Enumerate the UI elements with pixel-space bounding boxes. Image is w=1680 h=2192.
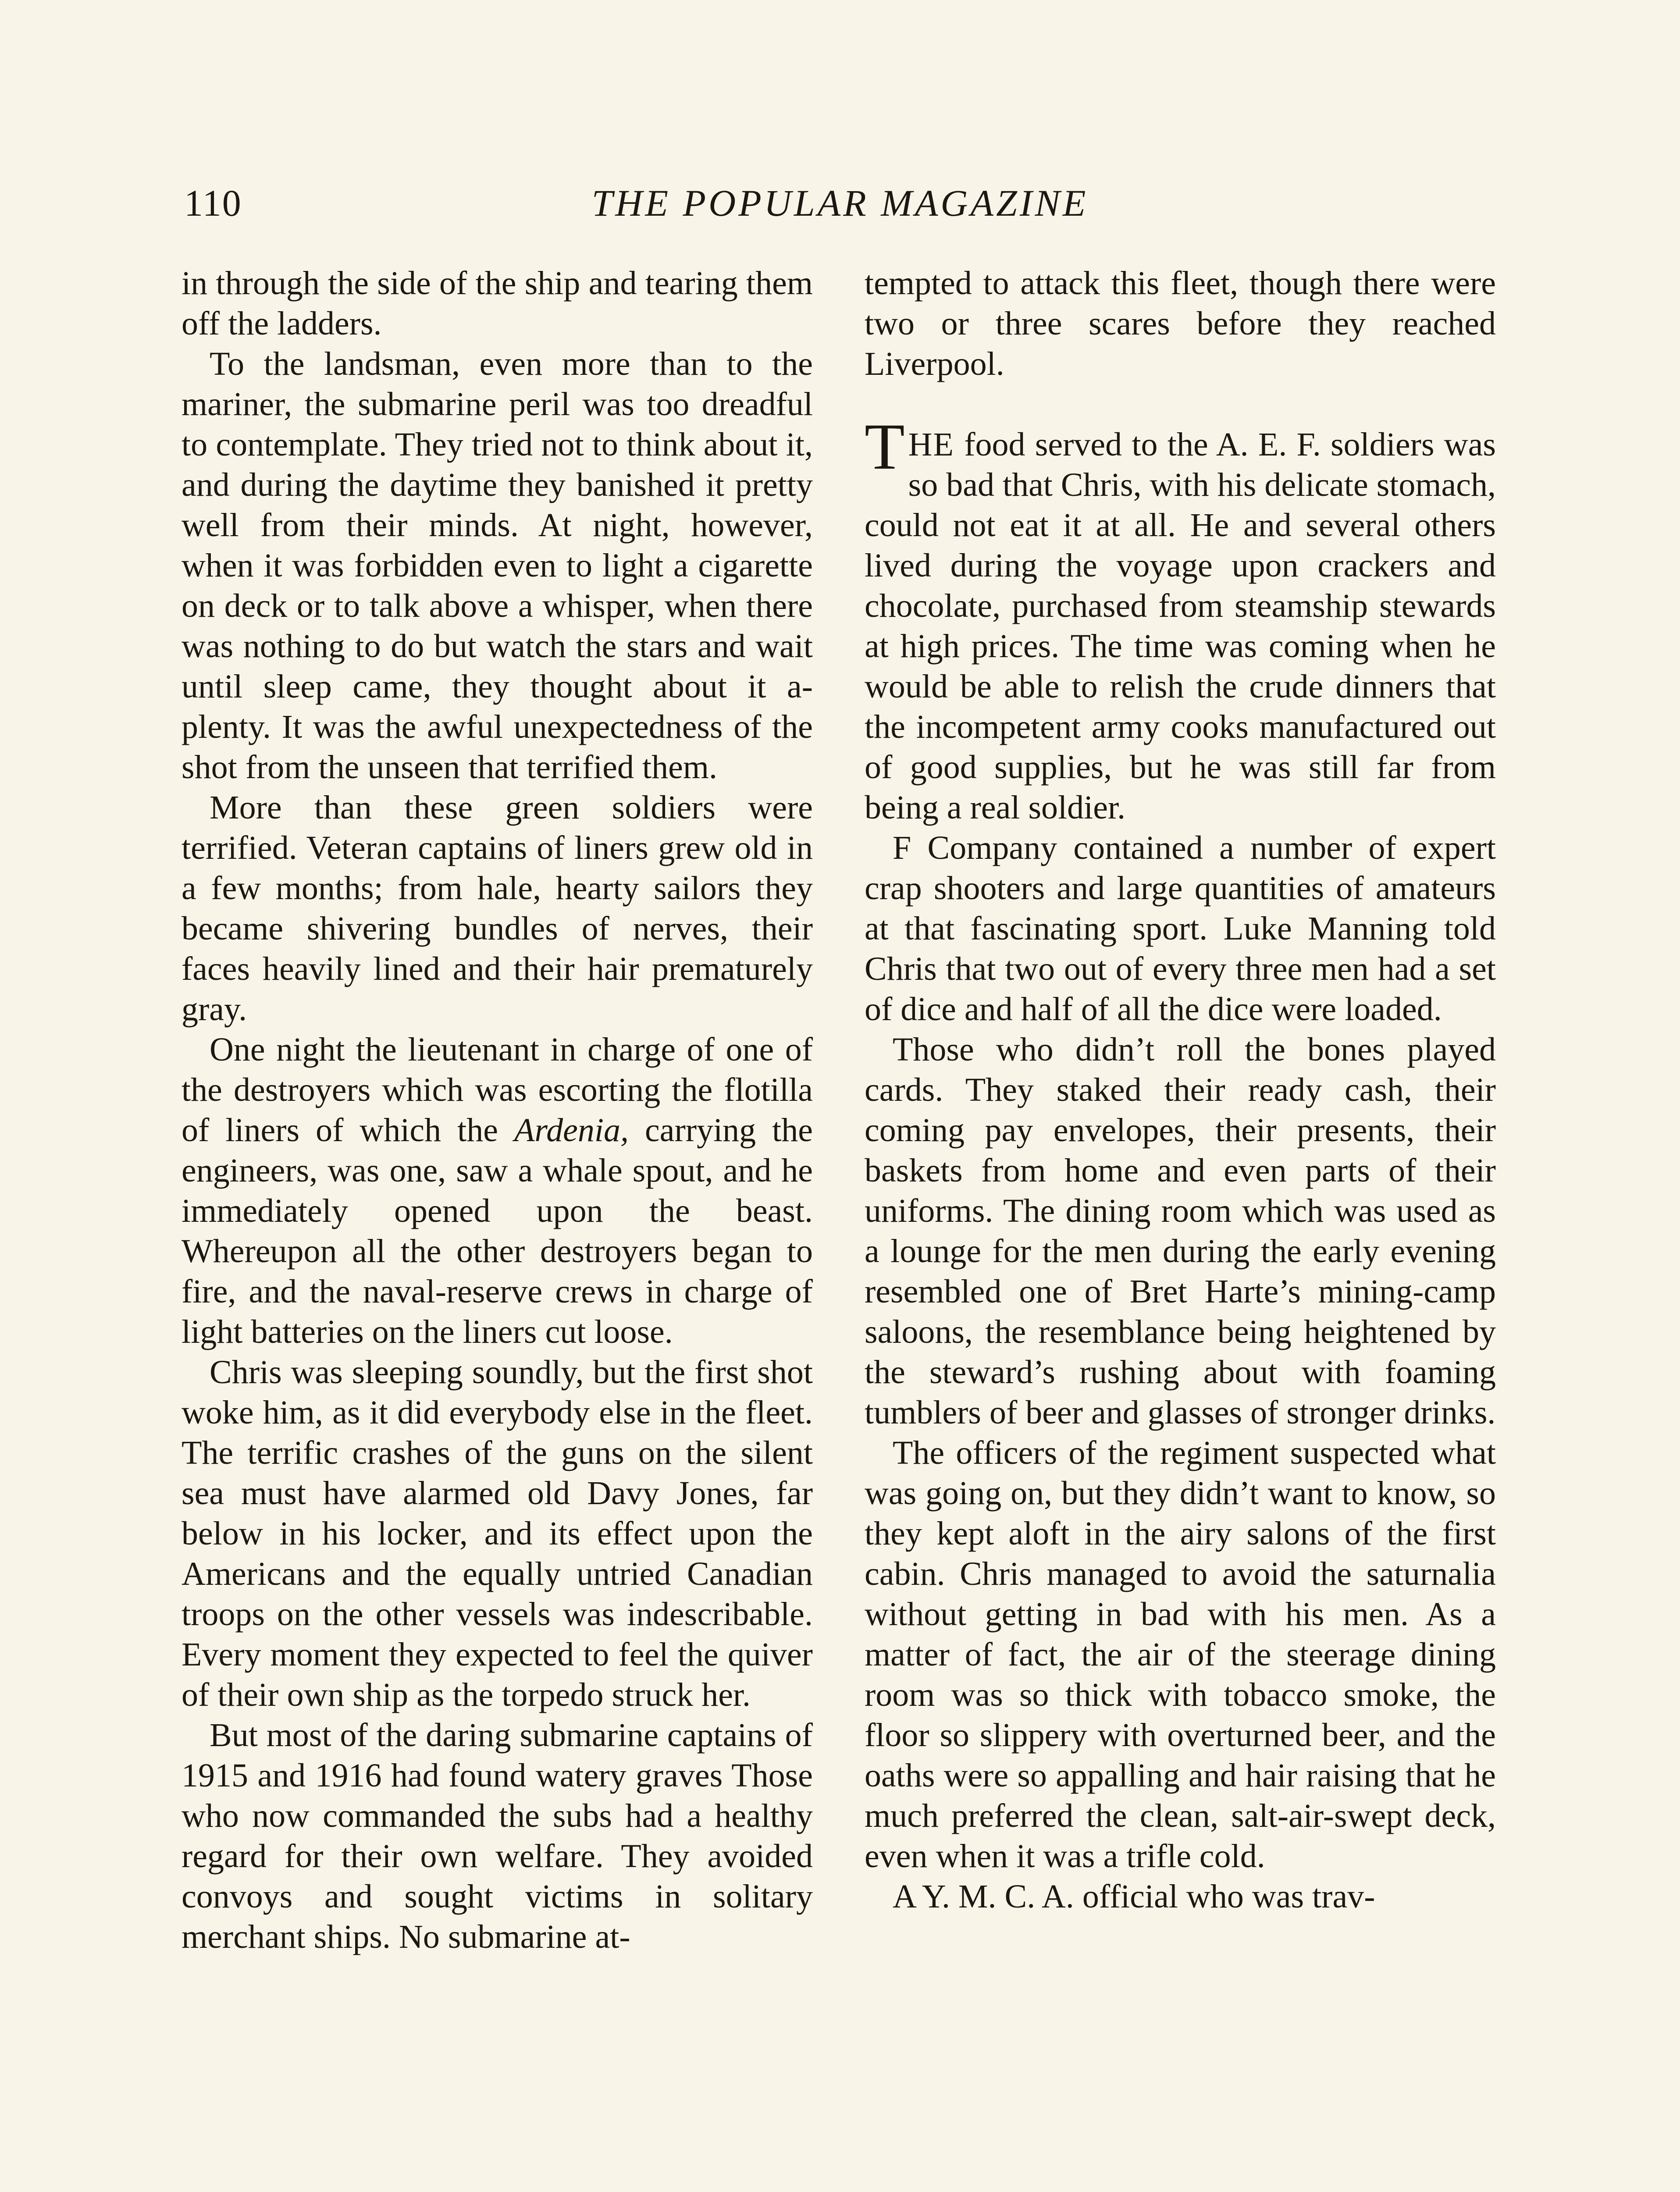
paragraph-text: food served to the A. E. F. soldiers was so bad that Chris, with his delicate stomach, could not eat it at all. He and several others lived during the voyage upon crackers and chocolate, purchased from steamship stewards at high prices. The time was coming when he would be able to relish the crude dinners that the incompetent army cooks manufactured out of good supplies, but he was still far from being a real soldier. (865, 426, 1496, 826)
initial-word-rest: HE (908, 426, 954, 463)
right-column (865, 263, 1496, 1917)
paragraph: A Y. M. C. A. official who was trav- (893, 1878, 1375, 1915)
paragraph: F Company contained a number of expert crap shooters and large quantities of amateurs at that fascinating sport. Luke Manning told Chris that two out of every three men had a set of dice and half of all the dice were loaded. (865, 829, 1496, 1028)
paragraph: Chris was sleeping soundly, but the first shot woke him, as it did everybody else in the fleet. The terrific crashes of the guns on the silent sea must have alarmed old Davy Jones, far below in his locker, and its effect upon the Americans and the equally untried Canadian troops on the other vessels was indescribable. Every moment they expected to feel the quiver of their own ship as the torpedo struck her. (182, 1354, 813, 1713)
paragraph: More than these green soldiers were terrified. Veteran captains of liners grew old in a few months; from hale, hearty sailors they became shivering bundles of nerves, their faces heavily lined and their hair prematurely gray. (182, 789, 813, 1028)
ship-name: Ardenia, (514, 1112, 629, 1149)
paragraph-text: carrying the engineers, was one, saw a whale spout, and he immediately opened upon the beast. Whereupon all the other destroyers began to fire, and the naval-reserve crews in charge of light batteries on the liners cut loose. (182, 1112, 813, 1350)
paragraph: Those who didn’t roll the bones played cards. They staked their ready cash, their coming pay envelopes, their presents, their baskets from home and even parts of their uniforms. The dining room which was used as a lounge for the men during the early evening resembled one of Bret Harte’s mining-camp saloons, the resemblance being heightened by the steward’s rushing about with foaming tumblers of beer and glasses of stronger drinks. (865, 1031, 1496, 1431)
paragraph: in through the side of the ship and tearing them off the ladders. (182, 265, 813, 342)
paragraph (182, 1029, 813, 1352)
drop-initial: T (865, 410, 905, 483)
page-number: 110 (184, 182, 242, 224)
paragraph: tempted to attack this fleet, though there were two or three scares before they reached Liverpool. (865, 265, 1496, 382)
section-start-paragraph (865, 410, 1496, 828)
paragraph: The officers of the regiment suspected what was going on, but they didn’t want to know, so they kept aloft in the airy salons of the first cabin. Chris managed to avoid the saturnalia without getting in bad with his men. As a matter of fact, the air of the steerage dining room was so thick with tobacco smoke, the floor so slippery with overturned beer, and the oaths were so appalling and hair raising that he much preferred the clean, salt-air-swept deck, even when it was a trifle cold. (865, 1434, 1496, 1875)
running-head: THE POPULAR MAGAZINE (591, 182, 1089, 224)
paragraph: But most of the daring submarine captains of 1915 and 1916 had found watery graves Those who now commanded the subs had a healthy regard for their own welfare. They avoided convoys and sought victims in solitary merchant ships. No submarine at- (182, 1717, 813, 1955)
left-column (182, 263, 813, 1957)
paragraph: To the landsman, even more than to the mariner, the submarine peril was too dreadful to contemplate. They tried not to think about it, and during the daytime they banished it pretty well from their minds. At night, however, when it was forbidden even to light a cigarette on deck or to talk above a whisper, when there was nothing to do but watch the stars and wait until sleep came, they thought about it a-plenty. It was the awful unexpectedness of the shot from the unseen that terrified them. (182, 345, 813, 786)
paragraph-text: One night the lieutenant in charge of one of the destroyers which was escorting the flotilla of liners of which the (182, 1031, 813, 1149)
